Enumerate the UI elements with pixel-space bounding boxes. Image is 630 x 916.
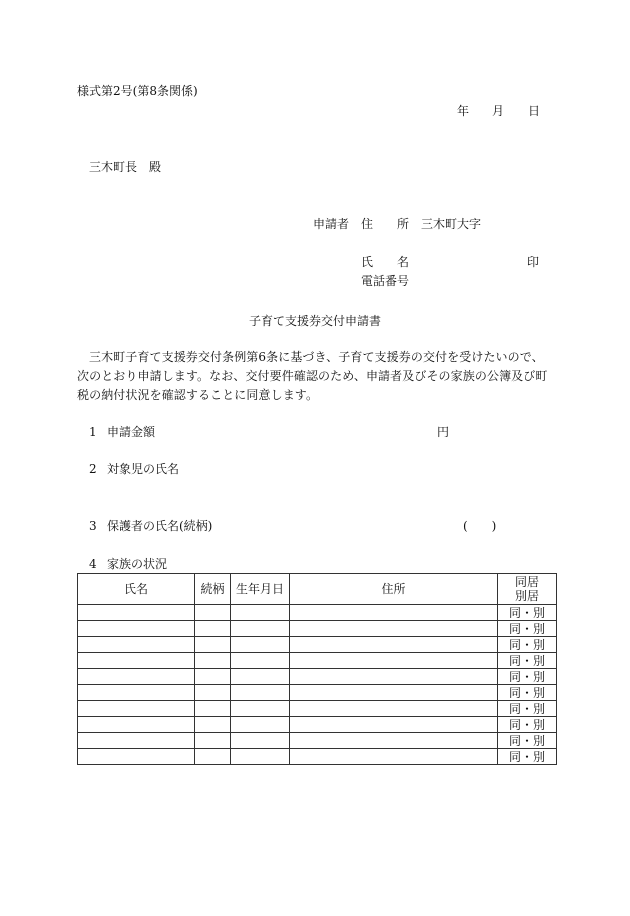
item-4-no: 4 <box>89 557 97 571</box>
table-cell[interactable] <box>290 621 498 637</box>
table-cell[interactable] <box>195 733 231 749</box>
table-cell[interactable] <box>78 637 195 653</box>
item-1-label: 申請金額 <box>107 425 156 439</box>
cohabitation-cell: 同・別 <box>498 653 557 669</box>
phone-label: 電話番号 <box>361 274 410 288</box>
col-birthdate: 生年月日 <box>231 574 290 605</box>
item-2-no: 2 <box>89 462 97 476</box>
item-1-no: 1 <box>89 425 97 439</box>
table-cell[interactable] <box>78 669 195 685</box>
table-row <box>78 669 557 685</box>
table-row <box>78 637 557 653</box>
header-line2: 別居 <box>514 589 539 603</box>
item-2-label: 対象児の氏名 <box>107 462 180 476</box>
table-cell[interactable] <box>195 605 231 621</box>
table-row <box>78 685 557 701</box>
name-label: 氏 名 <box>361 255 410 269</box>
table-cell[interactable] <box>78 733 195 749</box>
table-cell[interactable] <box>290 685 498 701</box>
form-number: 様式第2号(第8条関係) <box>77 84 198 98</box>
seal-mark: 印 <box>527 255 540 269</box>
table-cell[interactable] <box>290 701 498 717</box>
item-3-label: 保護者の氏名(続柄) <box>107 519 213 533</box>
applicant-label: 申請者 <box>313 217 350 231</box>
table-cell[interactable] <box>231 685 290 701</box>
addressee: 三木町長 殿 <box>89 160 162 174</box>
document-title: 子育て支援券交付申請書 <box>249 314 382 328</box>
table-cell[interactable] <box>78 685 195 701</box>
table-row <box>78 653 557 669</box>
cohabitation-cell: 同・別 <box>498 669 557 685</box>
table-row <box>78 701 557 717</box>
table-cell[interactable] <box>290 749 498 765</box>
item-4-label: 家族の状況 <box>107 557 168 571</box>
table-row <box>78 605 557 621</box>
col-address: 住所 <box>290 574 498 605</box>
date-month: 月 <box>492 104 505 118</box>
family-table <box>77 573 557 765</box>
table-header-row <box>78 574 557 605</box>
header-line1: 同居 <box>514 575 539 589</box>
table-cell[interactable] <box>290 637 498 653</box>
item-3-suffix: ( ) <box>463 519 497 533</box>
table-row <box>78 749 557 765</box>
table-row <box>78 717 557 733</box>
table-cell[interactable] <box>78 717 195 733</box>
address-label: 住 所 <box>361 217 410 231</box>
table-cell[interactable] <box>195 621 231 637</box>
table-cell[interactable] <box>231 749 290 765</box>
col-name: 氏名 <box>78 574 195 605</box>
cohabitation-cell: 同・別 <box>498 685 557 701</box>
table-cell[interactable] <box>195 685 231 701</box>
col-relation: 続柄 <box>195 574 231 605</box>
table-cell[interactable] <box>231 733 290 749</box>
body-text: 三木町子育て支援券交付条例第6条に基づき、子育て支援券の交付を受けたいので、次のとおり申請します。なお、交付要件確認のため、申請者及びその家族の公簿及び町税の納付状況を確認することに同意します。 <box>77 350 548 402</box>
table-cell[interactable] <box>231 653 290 669</box>
table-cell[interactable] <box>195 701 231 717</box>
cohabitation-cell: 同・別 <box>498 733 557 749</box>
table-cell[interactable] <box>78 749 195 765</box>
cohabitation-cell: 同・別 <box>498 605 557 621</box>
table-cell[interactable] <box>290 653 498 669</box>
table-cell[interactable] <box>231 717 290 733</box>
table-cell[interactable] <box>195 653 231 669</box>
table-row <box>78 621 557 637</box>
table-cell[interactable] <box>231 637 290 653</box>
date-year: 年 <box>457 104 470 118</box>
address-value: 三木町大字 <box>421 217 482 231</box>
table-cell[interactable] <box>231 669 290 685</box>
table-cell[interactable] <box>290 605 498 621</box>
table-cell[interactable] <box>290 717 498 733</box>
table-row <box>78 733 557 749</box>
table-cell[interactable] <box>195 749 231 765</box>
table-cell[interactable] <box>231 621 290 637</box>
table-cell[interactable] <box>78 605 195 621</box>
table-cell[interactable] <box>231 701 290 717</box>
table-cell[interactable] <box>195 637 231 653</box>
table-cell[interactable] <box>290 669 498 685</box>
cohabitation-cell: 同・別 <box>498 637 557 653</box>
table-cell[interactable] <box>290 733 498 749</box>
date-day: 日 <box>528 104 541 118</box>
cohabitation-cell: 同・別 <box>498 749 557 765</box>
table-cell[interactable] <box>195 717 231 733</box>
item-3-no: 3 <box>89 519 97 533</box>
col-cohabitation <box>498 574 557 605</box>
cohabitation-cell: 同・別 <box>498 717 557 733</box>
cohabitation-cell: 同・別 <box>498 621 557 637</box>
table-cell[interactable] <box>231 605 290 621</box>
table-cell[interactable] <box>78 621 195 637</box>
item-1-suffix: 円 <box>437 425 450 439</box>
table-cell[interactable] <box>195 669 231 685</box>
table-cell[interactable] <box>78 653 195 669</box>
table-cell[interactable] <box>78 701 195 717</box>
cohabitation-cell: 同・別 <box>498 701 557 717</box>
